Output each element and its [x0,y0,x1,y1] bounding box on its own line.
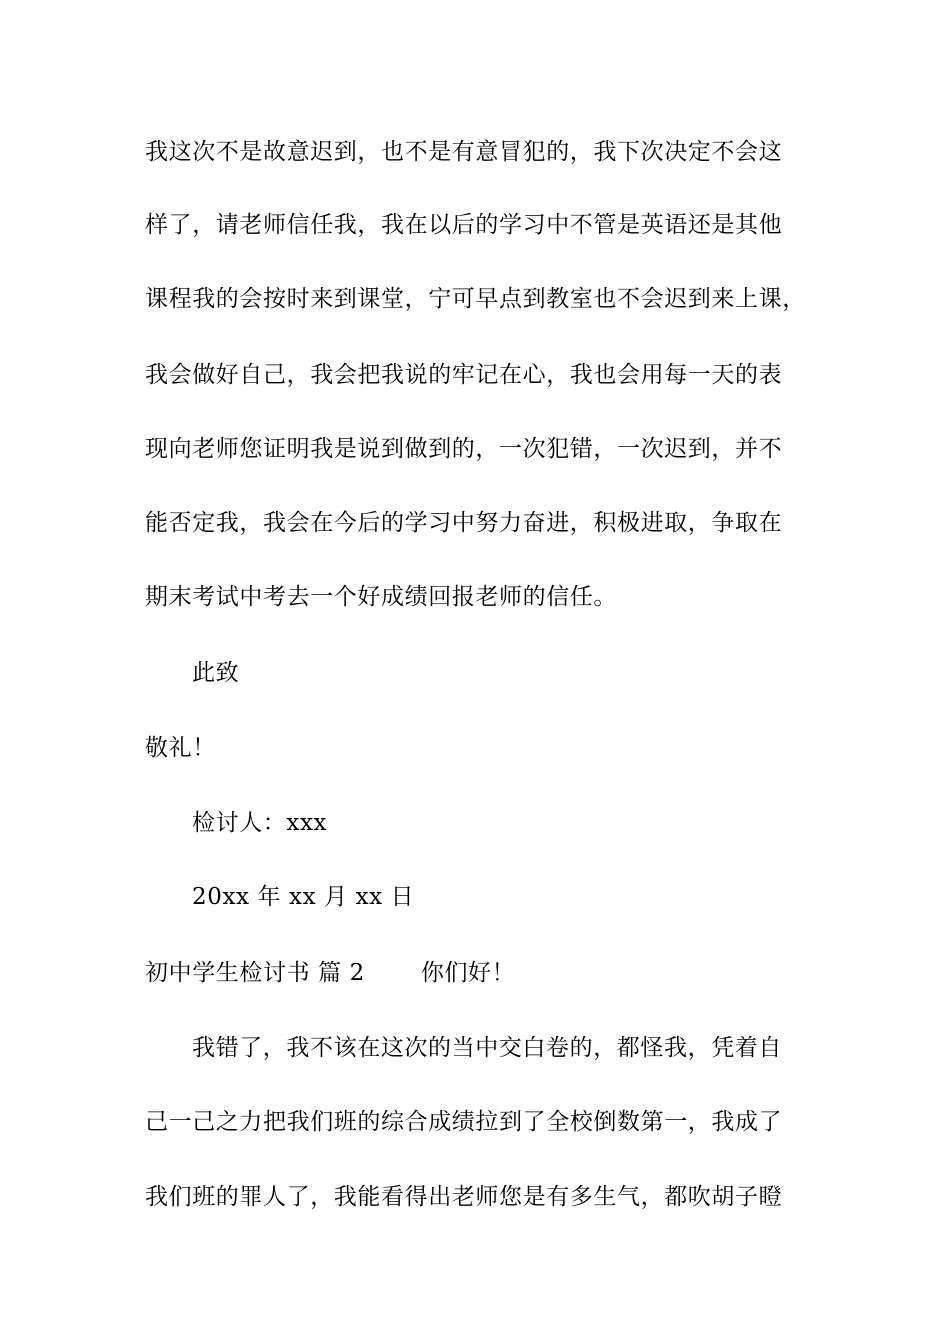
text-line: 期末考试中考去一个好成绩回报老师的信任。 [145,584,617,610]
text-line: 课程我的会按时来到课堂，宁可早点到教室也不会迟到来上课， [145,286,806,312]
section-title: 初中学生检讨书 篇 2 [145,960,365,986]
text-line: 我会做好自己，我会把我说的牢记在心，我也会用每一天的表 [145,362,783,388]
text-line: 我这次不是故意迟到，也不是有意冒犯的，我下次决定不会这 [145,139,783,165]
signer-text: 检讨人：xxx [192,810,328,836]
text-line: 己一己之力把我们班的综合成绩拉到了全校倒数第一，我成了 [145,1109,783,1135]
closing-text: 此致 [192,660,240,686]
text-line: 能否定我，我会在今后的学习中努力奋进，积极进取，争取在 [145,510,783,536]
section-heading-row [145,958,515,988]
greeting-text: 你们好！ [420,960,516,986]
text-line: 我错了，我不该在这次的当中交白卷的，都怪我，凭着自 [192,1035,782,1061]
text-line: 样了，请老师信任我，我在以后的学习中不管是英语还是其他 [145,212,783,238]
date-text: 20xx 年 xx 月 xx 日 [192,884,415,910]
text-line: 我们班的罪人了，我能看得出老师您是有多生气，都吹胡子瞪 [145,1184,783,1210]
text-line: 现向老师您证明我是说到做到的，一次犯错，一次迟到，并不 [145,436,783,462]
salutation-text: 敬礼！ [145,735,216,761]
